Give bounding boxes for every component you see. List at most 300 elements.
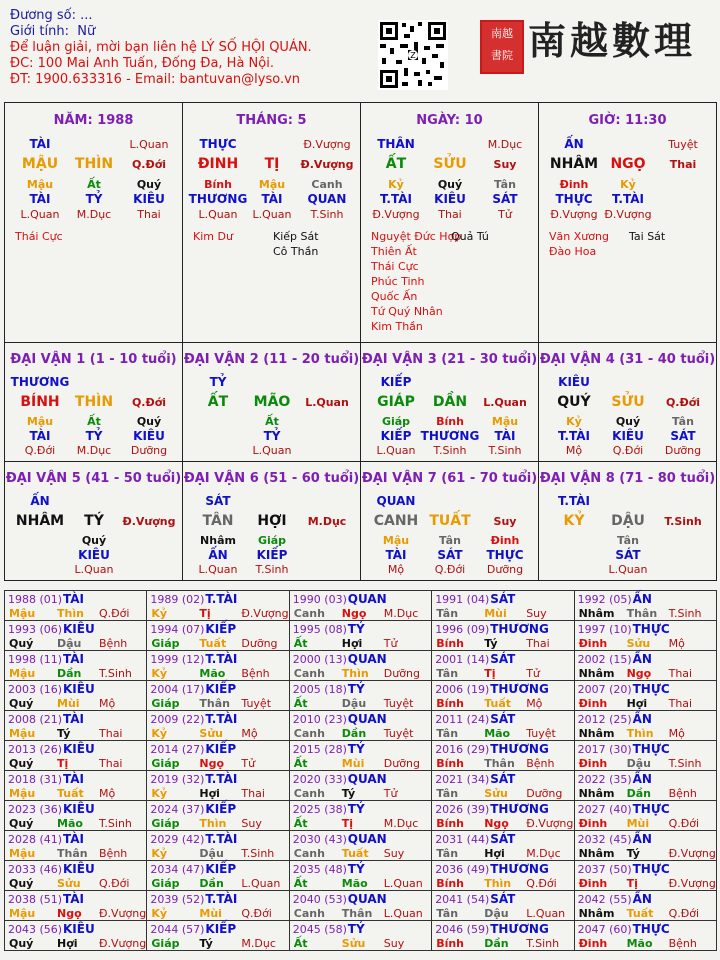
- year-label: 2028 (41): [8, 833, 63, 846]
- dai-van-life-stage: M.Dục: [307, 515, 347, 528]
- year-stem: Mậu: [9, 787, 36, 800]
- year-branch: Mùi: [341, 757, 365, 770]
- year-branch: Thân: [626, 607, 658, 620]
- year-ten-god: QUAN: [347, 712, 387, 726]
- year-stem: Bính: [436, 757, 465, 770]
- year-stem: Tân: [436, 847, 459, 860]
- year-branch: Thìn: [341, 667, 369, 680]
- dai-van-stem: QUÝ: [557, 394, 591, 410]
- year-cell: [4, 680, 147, 711]
- year-label: 2041 (54): [435, 893, 490, 906]
- year-branch: Tị: [57, 757, 69, 770]
- dai-van-branch: HỢI: [257, 513, 287, 529]
- year-cell: [574, 590, 717, 621]
- dai-van-title: ĐẠI VẬN 2 (11 - 20 tuổi): [183, 352, 360, 367]
- year-life-stage: Q.Đới: [526, 877, 557, 890]
- dai-van-title: ĐẠI VẬN 6 (51 - 60 tuổi): [183, 471, 360, 486]
- hidden-stem: Ất: [87, 178, 101, 191]
- year-branch: Tuất: [341, 847, 369, 860]
- hidden-life-stage: Đ.Vượng: [550, 208, 598, 221]
- year-ten-god: TÀI: [63, 772, 85, 786]
- year-stem: Quý: [9, 877, 34, 890]
- pillar-life-stage: Q.Đới: [131, 158, 167, 171]
- hidden-stem: Quý: [136, 178, 162, 191]
- year-branch: Sửu: [341, 937, 366, 950]
- year-branch: Thìn: [626, 727, 654, 740]
- year-label: 2025 (38): [292, 803, 347, 816]
- year-life-stage: Thai: [668, 697, 693, 710]
- year-branch: Mùi: [57, 697, 80, 710]
- year-life-stage: Suy: [241, 817, 262, 830]
- hidden-ten-god: SÁT: [437, 548, 463, 562]
- year-cell: [4, 800, 147, 831]
- hidden-ten-god: ẤN: [208, 548, 228, 562]
- year-ten-god: ẤN: [632, 772, 652, 786]
- dai-van-stem: KỶ: [563, 513, 585, 529]
- year-label: 2023 (36): [8, 803, 63, 816]
- year-ten-god: SÁT: [490, 712, 516, 726]
- year-label: 2007 (20): [577, 683, 632, 696]
- year-life-stage: Mộ: [668, 637, 685, 650]
- year-label: 2013 (26): [8, 743, 63, 756]
- year-stem: Tân: [436, 727, 459, 740]
- year-stem: Canh: [293, 667, 325, 680]
- year-cell: [431, 650, 574, 681]
- year-cell: [146, 620, 289, 651]
- dai-van-stem: NHÂM: [15, 513, 65, 529]
- header-info: [10, 8, 312, 88]
- year-branch: Thìn: [484, 877, 512, 890]
- year-life-stage: Thai: [99, 757, 123, 770]
- hidden-ten-god: TỶ: [85, 192, 103, 206]
- year-stem: Quý: [9, 757, 34, 770]
- pillar-ten-god: ẤN: [564, 137, 584, 151]
- year-life-stage: Tuyệt: [383, 727, 414, 740]
- hidden-stem: Tân: [617, 534, 639, 547]
- hidden-life-stage: T.Sinh: [433, 444, 467, 457]
- hidden-stem: Quý: [437, 178, 463, 191]
- year-stem: Canh: [293, 607, 325, 620]
- year-ten-god: THƯƠNG: [490, 622, 549, 636]
- hidden-life-stage: Dưỡng: [664, 444, 702, 457]
- year-branch: Mùi: [484, 607, 507, 620]
- year-branch: Tý: [57, 727, 71, 740]
- pillar-cell: [538, 102, 717, 343]
- hidden-ten-god: KIẾP: [256, 548, 288, 562]
- year-branch: Mão: [57, 817, 83, 830]
- year-label: 2022 (35): [577, 773, 632, 786]
- dai-van-ten-god: ẤN: [30, 494, 50, 508]
- year-ten-god: TỶ: [347, 922, 365, 936]
- year-stem: Mậu: [9, 727, 36, 740]
- star-left: Tứ Quý Nhân: [371, 305, 443, 318]
- year-stem: Giáp: [151, 757, 180, 770]
- year-cell: [431, 740, 574, 771]
- year-stem: Kỷ: [151, 907, 168, 920]
- year-ten-god: QUAN: [347, 832, 387, 846]
- year-life-stage: T.Sinh: [99, 817, 132, 830]
- year-stem: Bính: [436, 697, 465, 710]
- hidden-stem: Quý: [615, 415, 641, 428]
- star-right: Tai Sát: [629, 230, 666, 243]
- year-label: 2012 (25): [577, 713, 632, 726]
- hidden-ten-god: TÀI: [494, 429, 516, 443]
- year-cell: [4, 920, 147, 951]
- year-cell: [289, 740, 432, 771]
- hidden-ten-god: QUAN: [307, 192, 347, 206]
- year-cell: [289, 620, 432, 651]
- dai-van-ten-god: SÁT: [205, 494, 231, 508]
- year-life-stage: Mộ: [241, 727, 258, 740]
- year-label: 2021 (34): [435, 773, 490, 786]
- pillar-cell: [4, 102, 183, 343]
- hidden-stem: Giáp: [257, 534, 287, 547]
- year-branch: Thân: [199, 697, 230, 710]
- year-ten-god: THƯƠNG: [490, 742, 549, 756]
- year-life-stage: Bệnh: [99, 847, 128, 860]
- year-cell: [4, 770, 147, 801]
- year-cell: [289, 890, 432, 921]
- hidden-ten-god: SÁT: [615, 548, 641, 562]
- year-branch: Tý: [626, 847, 640, 860]
- dai-van-cell: [4, 461, 183, 581]
- year-ten-god: T.TÀI: [205, 832, 238, 846]
- year-cell: [4, 740, 147, 771]
- dai-van-title: ĐẠI VẬN 5 (41 - 50 tuổi): [5, 471, 182, 486]
- hidden-stem: Kỷ: [388, 178, 404, 191]
- year-stem: Nhâm: [578, 787, 615, 800]
- hidden-life-stage: T.Sinh: [310, 208, 344, 221]
- year-life-stage: Tử: [383, 637, 398, 650]
- year-life-stage: M.Dục: [383, 817, 419, 830]
- year-label: 2003 (16): [8, 683, 63, 696]
- hidden-life-stage: Q.Đới: [612, 444, 644, 457]
- dai-van-cell: [538, 461, 717, 581]
- year-cell: [574, 740, 717, 771]
- year-branch: Tị: [199, 607, 211, 620]
- hidden-ten-god: THỰC: [555, 192, 593, 206]
- year-label: 2039 (52): [150, 893, 205, 906]
- year-ten-god: TỶ: [347, 862, 365, 876]
- dai-van-life-stage: Suy: [493, 515, 517, 528]
- year-life-stage: Tuyệt: [241, 697, 272, 710]
- year-cell: [574, 650, 717, 681]
- year-life-stage: Đ.Vượng: [668, 847, 716, 860]
- dai-van-branch: THÌN: [74, 394, 114, 410]
- year-stem: Mậu: [9, 847, 36, 860]
- year-label: 1995 (08): [292, 623, 347, 636]
- year-life-stage: Đ.Vượng: [526, 817, 574, 830]
- hidden-life-stage: L.Quan: [198, 208, 238, 221]
- year-cell: [4, 890, 147, 921]
- year-stem: Bính: [436, 637, 465, 650]
- year-label: 2042 (55): [577, 893, 632, 906]
- hidden-ten-god: KIÊU: [133, 192, 165, 206]
- pillar-ten-god: THỰC: [199, 137, 237, 151]
- year-cell: [146, 830, 289, 861]
- gender-line: Giới tính: Nữ: [10, 24, 96, 39]
- year-life-stage: M.Dục: [383, 607, 419, 620]
- year-life-stage: Dưỡng: [383, 667, 420, 680]
- year-stem: Bính: [436, 877, 465, 890]
- year-cell: [146, 770, 289, 801]
- year-branch: Mão: [341, 877, 368, 890]
- brand-logo: 南越數理: [528, 18, 697, 63]
- hidden-life-stage: Thai: [438, 208, 462, 221]
- year-label: 1988 (01): [8, 593, 63, 606]
- year-ten-god: THƯƠNG: [490, 802, 549, 816]
- year-ten-god: ẤN: [632, 892, 652, 906]
- year-cell: [431, 710, 574, 741]
- hidden-life-stage: Đ.Vượng: [372, 208, 420, 221]
- pillar-ten-god-2: Tuyệt: [668, 138, 698, 151]
- year-stem: Bính: [436, 817, 465, 830]
- year-ten-god: SÁT: [490, 832, 516, 846]
- dai-van-title: ĐẠI VẬN 4 (31 - 40 tuổi): [539, 352, 716, 367]
- hidden-stem: Quý: [81, 534, 107, 547]
- year-life-stage: Q.Đới: [99, 607, 130, 620]
- year-life-stage: T.Sinh: [668, 607, 702, 620]
- year-cell: [574, 710, 717, 741]
- year-branch: Hợi: [626, 697, 648, 710]
- year-ten-god: T.TÀI: [205, 652, 238, 666]
- year-stem: Mậu: [9, 667, 36, 680]
- year-branch: Tị: [626, 877, 638, 890]
- hidden-life-stage: T.Sinh: [488, 444, 522, 457]
- year-branch: Thìn: [57, 607, 84, 620]
- year-life-stage: Đ.Vượng: [668, 877, 716, 890]
- year-life-stage: L.Quan: [526, 907, 566, 920]
- year-life-stage: Mộ: [526, 697, 543, 710]
- year-label: 2034 (47): [150, 863, 205, 876]
- year-stem: Quý: [9, 937, 34, 950]
- year-branch: Ngọ: [626, 667, 652, 680]
- year-stem: Quý: [9, 637, 34, 650]
- year-branch: Mùi: [199, 907, 222, 920]
- year-cell: [4, 860, 147, 891]
- year-ten-god: QUAN: [347, 892, 387, 906]
- year-cell: [289, 650, 432, 681]
- pillar-life-stage: Đ.Vượng: [300, 158, 354, 171]
- year-cell: [289, 830, 432, 861]
- year-life-stage: Suy: [383, 937, 405, 950]
- hidden-ten-god: TÀI: [29, 192, 51, 206]
- svg-text:Z: Z: [410, 51, 416, 60]
- year-stem: Giáp: [151, 637, 180, 650]
- year-branch: Mão: [199, 667, 226, 680]
- year-label: 1994 (07): [150, 623, 205, 636]
- year-ten-god: SÁT: [490, 592, 516, 606]
- year-label: 2001 (14): [435, 653, 490, 666]
- year-cell: [4, 620, 147, 651]
- year-cell: [146, 860, 289, 891]
- hidden-life-stage: Mộ: [565, 444, 583, 457]
- pillar-ten-god-2: L.Quan: [129, 138, 169, 151]
- owner-line: Đương số: ...: [10, 8, 93, 23]
- year-life-stage: Đ.Vượng: [241, 607, 289, 620]
- year-cell: [4, 650, 147, 681]
- year-cell: [146, 710, 289, 741]
- hidden-ten-god: T.TÀI: [380, 192, 412, 206]
- hidden-life-stage: M.Dục: [76, 208, 112, 221]
- year-branch: Dậu: [57, 637, 82, 650]
- year-label: 2031 (44): [435, 833, 490, 846]
- year-cell: [431, 590, 574, 621]
- dai-van-stem: CANH: [373, 513, 419, 529]
- year-stem: Canh: [293, 847, 325, 860]
- year-branch: Mão: [626, 937, 653, 950]
- year-ten-god: TỶ: [347, 682, 365, 696]
- hidden-stem: Mậu: [382, 534, 410, 547]
- year-label: 2036 (49): [435, 863, 490, 876]
- year-label: 1992 (05): [577, 593, 632, 606]
- year-label: 2005 (18): [292, 683, 347, 696]
- hidden-stem: Nhâm: [200, 534, 236, 547]
- hidden-stem: Mậu: [26, 178, 54, 191]
- year-life-stage: Q.Đới: [241, 907, 272, 920]
- year-label: 2002 (15): [577, 653, 632, 666]
- year-stem: Tân: [436, 667, 459, 680]
- dai-van-life-stage: L.Quan: [305, 396, 349, 409]
- year-label: 1997 (10): [577, 623, 632, 636]
- pillar-life-stage: Thai: [669, 158, 697, 171]
- pillar-life-stage: Suy: [493, 158, 517, 171]
- year-cell: [431, 620, 574, 651]
- year-life-stage: Bệnh: [668, 937, 697, 950]
- year-life-stage: Bệnh: [526, 757, 555, 770]
- year-cell: [289, 710, 432, 741]
- pillar-title: GIỜ: 11:30: [588, 113, 667, 128]
- year-branch: Sửu: [57, 877, 81, 890]
- year-label: 2014 (27): [150, 743, 205, 756]
- year-life-stage: Bệnh: [99, 637, 128, 650]
- year-stem: Đinh: [578, 637, 608, 650]
- year-cell: [289, 920, 432, 951]
- year-life-stage: Thai: [99, 727, 123, 740]
- pillar-cell: [182, 102, 361, 343]
- hidden-life-stage: Thai: [137, 208, 161, 221]
- year-ten-god: KIÊU: [63, 922, 95, 936]
- year-cell: [431, 920, 574, 951]
- year-cell: [431, 830, 574, 861]
- year-stem: Mậu: [9, 907, 36, 920]
- year-label: 2037 (50): [577, 863, 632, 876]
- dai-van-ten-god: QUAN: [376, 494, 416, 508]
- hidden-life-stage: Dưỡng: [486, 563, 524, 576]
- hidden-ten-god: TÀI: [29, 429, 51, 443]
- year-stem: Ất: [293, 877, 308, 890]
- dai-van-stem: TÂN: [202, 513, 234, 529]
- year-branch: Hợi: [199, 787, 220, 800]
- hidden-life-stage: T.Sinh: [255, 563, 289, 576]
- year-label: 1996 (09): [435, 623, 490, 636]
- year-stem: Đinh: [578, 757, 608, 770]
- year-life-stage: Thai: [526, 637, 550, 650]
- year-cell: [574, 890, 717, 921]
- hidden-ten-god: SÁT: [670, 429, 696, 443]
- year-life-stage: Bệnh: [668, 787, 697, 800]
- year-ten-god: SÁT: [490, 652, 516, 666]
- year-label: 1989 (02): [150, 593, 205, 606]
- address-line: ĐC: 100 Mai Anh Tuấn, Đống Đa, Hà Nội.: [10, 56, 274, 71]
- year-cell: [574, 800, 717, 831]
- year-cell: [574, 770, 717, 801]
- dai-van-ten-god: THƯƠNG: [10, 375, 70, 389]
- year-life-stage: Đ.Vượng: [99, 907, 147, 920]
- year-branch: Ngọ: [341, 607, 367, 620]
- year-cell: [146, 890, 289, 921]
- hidden-life-stage: Tử: [498, 208, 512, 221]
- year-cell: [146, 650, 289, 681]
- dai-van-branch: DẦN: [432, 394, 468, 410]
- year-ten-god: TÀI: [63, 832, 85, 846]
- year-label: 2019 (32): [150, 773, 205, 786]
- year-branch: Dần: [626, 787, 651, 800]
- year-branch: Thân: [341, 907, 373, 920]
- year-cell: [431, 890, 574, 921]
- year-ten-god: KIẾP: [205, 622, 237, 636]
- year-branch: Dậu: [199, 847, 224, 860]
- dai-van-branch: MÃO: [253, 394, 291, 410]
- year-life-stage: Q.Đới: [668, 817, 700, 830]
- year-branch: Sửu: [626, 637, 651, 650]
- year-stem: Nhâm: [578, 847, 615, 860]
- pillar-stem: MẬU: [21, 156, 59, 172]
- year-label: 2046 (59): [435, 923, 490, 936]
- star-left: Quốc Ấn: [371, 290, 418, 303]
- hidden-stem: Đinh: [559, 178, 589, 191]
- year-stem: Bính: [436, 937, 465, 950]
- hidden-ten-god: THỰC: [486, 548, 524, 562]
- year-cell: [574, 920, 717, 951]
- year-stem: Kỷ: [151, 667, 168, 680]
- year-label: 1998 (11): [8, 653, 63, 666]
- hidden-stem: Tân: [672, 415, 694, 428]
- hidden-stem: Bính: [204, 178, 232, 191]
- year-cell: [431, 800, 574, 831]
- year-ten-god: ẤN: [632, 592, 652, 606]
- qr-code-icon: [378, 20, 448, 90]
- hidden-life-stage: Mộ: [387, 563, 405, 576]
- hidden-stem: Giáp: [381, 415, 411, 428]
- pillar-ten-god: TÀI: [29, 137, 51, 151]
- year-ten-god: QUAN: [347, 592, 387, 606]
- hidden-stem: Bính: [436, 415, 464, 428]
- hidden-life-stage: L.Quan: [20, 208, 60, 221]
- year-ten-god: THỰC: [632, 922, 670, 936]
- year-cell: [574, 830, 717, 861]
- year-ten-god: TỶ: [347, 802, 365, 816]
- hidden-ten-god: KIÊU: [612, 429, 644, 443]
- year-label: 2027 (40): [577, 803, 632, 816]
- star-left: Kim Dư: [193, 230, 233, 243]
- star-left: Đào Hoa: [549, 245, 597, 258]
- year-label: 2020 (33): [292, 773, 347, 786]
- hidden-stem: Quý: [136, 415, 162, 428]
- year-label: 2033 (46): [8, 863, 63, 876]
- year-stem: Đinh: [578, 937, 608, 950]
- year-label: 2040 (53): [292, 893, 347, 906]
- year-cell: [146, 920, 289, 951]
- year-label: 2029 (42): [150, 833, 205, 846]
- year-branch: Thân: [57, 847, 88, 860]
- year-ten-god: KIÊU: [63, 802, 95, 816]
- year-cell: [289, 770, 432, 801]
- hidden-ten-god: TỶ: [85, 429, 103, 443]
- year-branch: Tuất: [626, 907, 654, 920]
- year-ten-god: TÀI: [63, 712, 85, 726]
- dai-van-ten-god: TỶ: [209, 375, 227, 389]
